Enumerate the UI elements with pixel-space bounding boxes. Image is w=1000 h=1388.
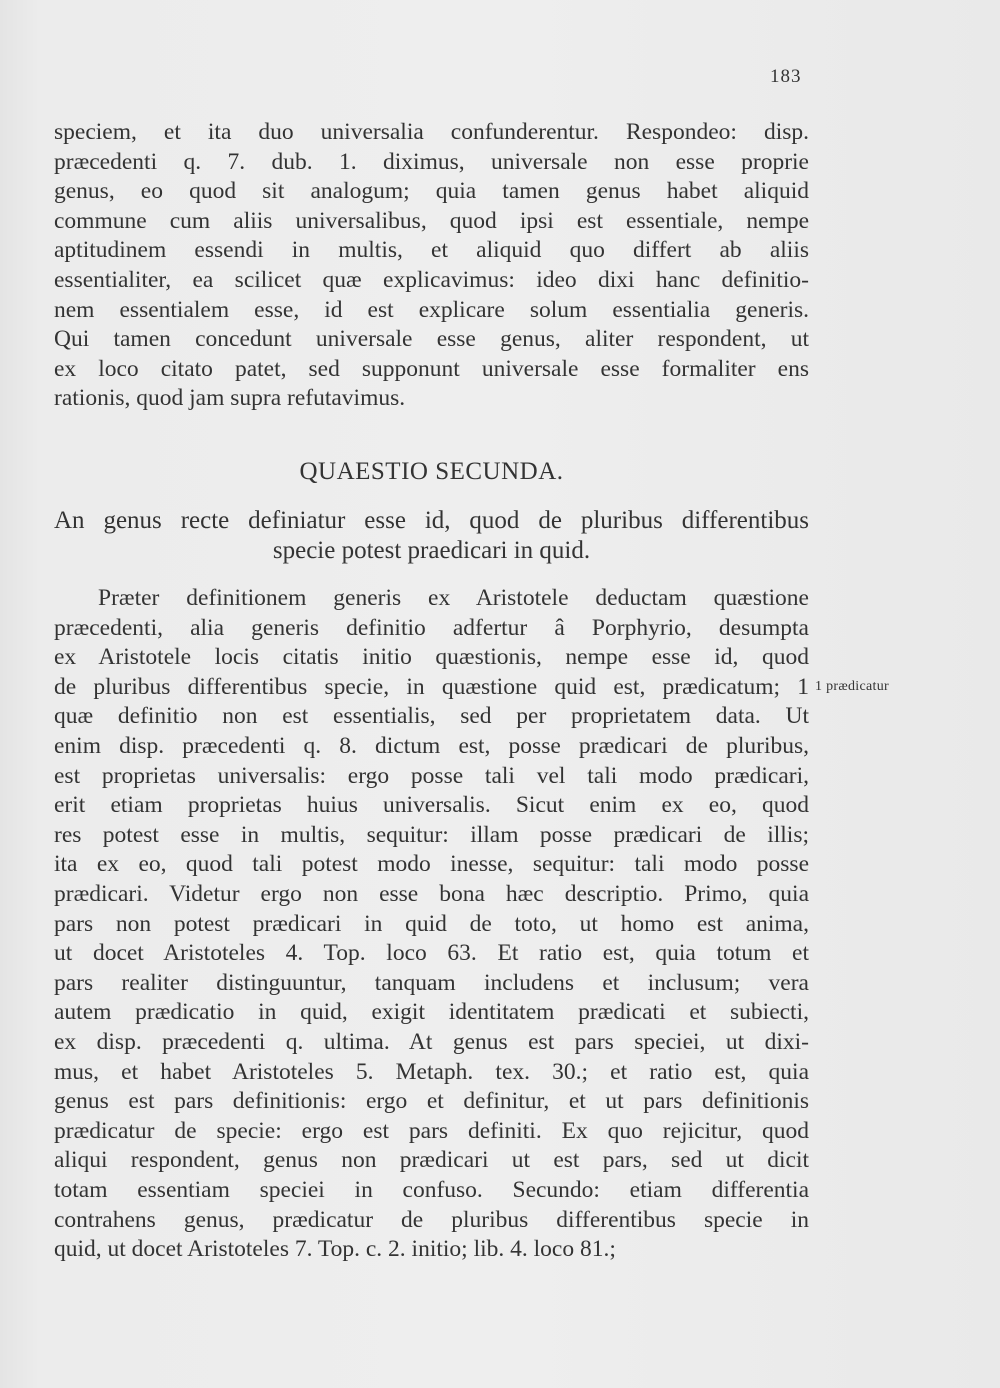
main-paragraph-line: Præter definitionem generis ex Aristotele deductam quæstione xyxy=(98,585,809,611)
top-paragraph-line: essentialiter, ea scilicet quæ explicavimus: ideo dixi hanc definitio- xyxy=(54,267,809,293)
top-paragraph-line: rationis, quod jam supra refutavimus. xyxy=(54,385,406,412)
main-paragraph-line: quid, ut docet Aristoteles 7. Top. c. 2. initio; lib. 4. loco 81.; xyxy=(54,1236,616,1263)
margin-note: 1 prædicatur xyxy=(815,679,889,694)
top-paragraph-line: nem essentialem esse, id est explicare solum essentialia generis. xyxy=(54,296,809,323)
main-paragraph-line: ex disp. præcedenti q. ultima. At genus est pars speciei, ut dixi- xyxy=(54,1029,809,1055)
main-paragraph-line: prædicatur de specie: ergo est pars definiti. Ex quo rejicitur, quod xyxy=(54,1117,809,1144)
main-paragraph-line: de pluribus differentibus specie, in quæstione quid est, prædicatum; 1 xyxy=(54,673,809,700)
main-paragraph-line: aliqui respondent, genus non prædicari ut est pars, sed ut dicit xyxy=(54,1147,809,1174)
top-paragraph-line: aptitudinem essendi in multis, et aliquid quo differt ab aliis xyxy=(54,237,809,264)
main-paragraph-line: enim disp. præcedenti q. 8. dictum est, posse prædicari de pluribus, xyxy=(54,733,809,759)
main-paragraph-line: prædicari. Videtur ergo non esse bona hæc descriptio. Primo, quia xyxy=(54,881,809,907)
top-paragraph-line: ex loco citato patet, sed supponunt universale esse formaliter ens xyxy=(54,355,809,382)
main-paragraph-line: totam essentiam speciei in confuso. Secundo: etiam differentia xyxy=(54,1177,809,1203)
top-paragraph-line: speciem, et ita duo universalia confunderentur. Respondeo: disp. xyxy=(54,119,809,145)
main-paragraph-line: autem prædicatio in quid, exigit identitatem prædicati et subiecti, xyxy=(54,999,809,1026)
main-paragraph-line: erit etiam proprietas huius universalis. Sicut enim ex eo, quod xyxy=(54,792,809,819)
main-paragraph-line: pars realiter distinguuntur, tanquam includens et inclusum; vera xyxy=(54,969,809,996)
question-title-line-2: specie potest praedicari in quid. xyxy=(272,537,591,564)
main-paragraph-line: contrahens genus, prædicatur de pluribus differentibus specie in xyxy=(54,1206,809,1233)
question-heading: QUAESTIO SECUNDA. xyxy=(299,458,564,485)
main-paragraph-line: mus, et habet Aristoteles 5. Metaph. tex. 30.; et ratio est, quia xyxy=(54,1058,809,1085)
top-paragraph-line: præcedenti q. 7. dub. 1. diximus, universale non esse proprie xyxy=(54,148,809,175)
main-paragraph-line: genus est pars definitionis: ergo et definitur, et ut pars definitionis xyxy=(54,1088,809,1115)
main-paragraph-line: est proprietas universalis: ergo posse tali vel tali modo prædicari, xyxy=(54,762,809,789)
page-number: 183 xyxy=(770,66,802,87)
top-paragraph-line: commune cum aliis universalibus, quod ipsi est essentiale, nempe xyxy=(54,207,809,234)
main-paragraph-line: res potest esse in multis, sequitur: illam posse prædicari de illis; xyxy=(54,821,809,848)
main-paragraph-line: quæ definitio non est essentialis, sed per proprietatem data. Ut xyxy=(54,703,809,730)
top-paragraph-line: genus, eo quod sit analogum; quia tamen genus habet aliquid xyxy=(54,178,809,205)
main-paragraph-line: pars non potest prædicari in quid de toto, ut homo est anima, xyxy=(54,910,809,937)
main-paragraph-line: ex Aristotele locis citatis initio quæstionis, nempe esse id, quod xyxy=(54,644,809,671)
main-paragraph-line: præcedenti, alia generis definitio adfertur â Porphyrio, desumpta xyxy=(54,614,809,641)
main-paragraph-line: ita ex eo, quod tali potest modo inesse, sequitur: tali modo posse xyxy=(54,851,809,878)
question-title-line-1: An genus recte definiatur esse id, quod de pluribus differentibus xyxy=(54,507,809,534)
main-paragraph-line: ut docet Aristoteles 4. Top. loco 63. Et ratio est, quia totum et xyxy=(54,940,809,967)
top-paragraph-line: Qui tamen concedunt universale esse genus, aliter respondent, ut xyxy=(54,326,809,353)
